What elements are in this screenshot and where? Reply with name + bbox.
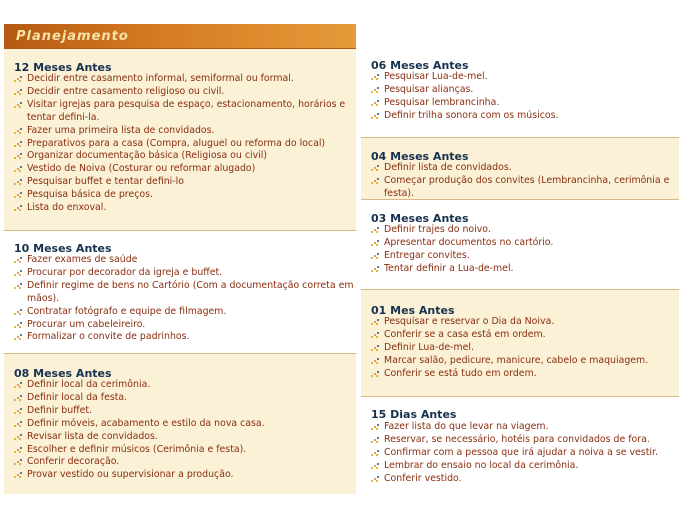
section-items bbox=[371, 162, 679, 201]
list-item-text: Conferir se está tudo em ordem. bbox=[384, 367, 537, 379]
list-item bbox=[14, 125, 356, 138]
dotted-bullet-icon bbox=[14, 153, 23, 160]
dotted-bullet-icon bbox=[14, 309, 23, 316]
dotted-bullet-icon bbox=[14, 395, 23, 402]
list-item-text: Definir Lua-de-mel. bbox=[384, 341, 474, 353]
section-title: 10 Meses Antes bbox=[14, 242, 112, 255]
dotted-bullet-icon bbox=[14, 76, 23, 83]
list-item bbox=[14, 306, 356, 319]
dotted-bullet-icon bbox=[371, 74, 380, 81]
dotted-bullet-icon bbox=[371, 227, 380, 234]
list-item-text: Pesquisar alianças. bbox=[384, 83, 474, 95]
list-item-text: Procurar por decorador da igreja e buffet. bbox=[27, 266, 223, 278]
list-item-text: Preparativos para a casa (Compra, aluguel ou reforma do local) bbox=[27, 137, 326, 149]
list-item-text: Conferir decoração. bbox=[27, 456, 120, 468]
section-title: 06 Meses Antes bbox=[371, 59, 469, 72]
list-item-text: Pesquisar lembrancinha. bbox=[384, 96, 500, 108]
dotted-bullet-icon bbox=[371, 437, 380, 444]
list-item bbox=[14, 86, 356, 99]
list-item-text: Decidir entre casamento religioso ou civil. bbox=[27, 85, 225, 97]
dotted-bullet-icon bbox=[371, 345, 380, 352]
list-item-text: Lista do enxoval. bbox=[27, 202, 107, 214]
list-item-text: Marcar salão, pedicure, manicure, cabelo e maquiagem. bbox=[384, 354, 649, 366]
dotted-bullet-icon bbox=[14, 283, 23, 290]
section-title: 12 Meses Antes bbox=[14, 61, 112, 74]
list-item bbox=[14, 456, 265, 469]
planning-header-bar bbox=[4, 24, 356, 49]
dotted-bullet-icon bbox=[14, 472, 23, 479]
list-item-text: Vestido de Noiva (Costurar ou reformar alugado) bbox=[27, 163, 256, 175]
list-item-text: Definir trilha sonora com os músicos. bbox=[384, 109, 559, 121]
list-item-text: Reservar, se necessário, hotéis para convidados de fora. bbox=[384, 433, 650, 445]
list-item bbox=[371, 434, 658, 447]
dotted-bullet-icon bbox=[14, 382, 23, 389]
list-item bbox=[14, 99, 356, 125]
list-item-text: Contratar fotógrafo e equipe de filmagem. bbox=[27, 305, 227, 317]
dotted-bullet-icon bbox=[371, 253, 380, 260]
dotted-bullet-icon bbox=[14, 89, 23, 96]
dotted-bullet-icon bbox=[14, 205, 23, 212]
dotted-bullet-icon bbox=[14, 128, 23, 135]
list-item bbox=[14, 150, 356, 163]
section-items bbox=[371, 71, 558, 123]
list-item bbox=[371, 110, 558, 123]
dotted-bullet-icon bbox=[14, 270, 23, 277]
section-items bbox=[371, 316, 648, 381]
section-title: 08 Meses Antes bbox=[14, 367, 112, 380]
list-item bbox=[14, 138, 356, 151]
dotted-bullet-icon bbox=[14, 257, 23, 264]
list-item bbox=[371, 342, 648, 355]
section-title: 03 Meses Antes bbox=[371, 212, 469, 225]
list-item bbox=[14, 379, 265, 392]
list-item-text: Definir regime de bens no Cartório (Com a documentação correta em mãos). bbox=[27, 279, 354, 304]
list-item-text: Pesquisar buffet e tentar defini-lo bbox=[27, 176, 184, 188]
section-title: 01 Mes Antes bbox=[371, 304, 455, 317]
dotted-bullet-icon bbox=[371, 165, 380, 172]
section-title: 04 Meses Antes bbox=[371, 150, 469, 163]
dotted-bullet-icon bbox=[14, 102, 23, 109]
dotted-bullet-icon bbox=[371, 463, 380, 470]
section-items bbox=[371, 421, 658, 486]
dotted-bullet-icon bbox=[14, 459, 23, 466]
dotted-bullet-icon bbox=[371, 424, 380, 431]
list-item-text: Escolher e definir músicos (Cerimônia e festa). bbox=[27, 443, 247, 455]
section-01-mes bbox=[361, 289, 679, 396]
list-item bbox=[371, 162, 679, 175]
list-item-text: Fazer uma primeira lista de convidados. bbox=[27, 124, 215, 136]
list-item bbox=[371, 421, 658, 434]
list-item bbox=[14, 392, 265, 405]
dotted-bullet-icon bbox=[14, 179, 23, 186]
list-item bbox=[14, 254, 356, 267]
section-15-dias bbox=[361, 396, 679, 500]
list-item bbox=[371, 84, 558, 97]
dotted-bullet-icon bbox=[371, 113, 380, 120]
list-item-text: Visitar igrejas para pesquisa de espaço, estacionamento, horários e tentar defini-la. bbox=[27, 98, 346, 123]
list-item-text: Pesquisar Lua-de-mel. bbox=[384, 71, 488, 82]
dotted-bullet-icon bbox=[371, 240, 380, 247]
dotted-bullet-icon bbox=[14, 334, 23, 341]
list-item bbox=[371, 237, 553, 250]
section-08-meses bbox=[4, 353, 356, 494]
dotted-bullet-icon bbox=[371, 371, 380, 378]
list-item bbox=[14, 163, 356, 176]
dotted-bullet-icon bbox=[14, 322, 23, 329]
list-item bbox=[371, 316, 648, 329]
list-item bbox=[14, 176, 356, 189]
section-04-meses bbox=[361, 137, 679, 199]
list-item-text: Definir local da festa. bbox=[27, 391, 128, 403]
list-item-text: Provar vestido ou supervisionar a produção. bbox=[27, 469, 234, 481]
section-12-meses bbox=[4, 49, 356, 230]
dotted-bullet-icon bbox=[14, 141, 23, 148]
list-item bbox=[371, 175, 679, 201]
dotted-bullet-icon bbox=[371, 266, 380, 273]
section-items bbox=[14, 379, 265, 482]
list-item bbox=[371, 447, 658, 460]
list-item bbox=[14, 331, 356, 344]
list-item-text: Definir local da cerimônia. bbox=[27, 379, 151, 390]
list-item bbox=[14, 431, 265, 444]
list-item-text: Conferir vestido. bbox=[384, 472, 462, 484]
dotted-bullet-icon bbox=[14, 166, 23, 173]
header-title: Planejamento bbox=[16, 29, 129, 44]
list-item-text: Procurar um cabeleireiro. bbox=[27, 318, 146, 330]
list-item bbox=[371, 460, 658, 473]
list-item bbox=[371, 355, 648, 368]
dotted-bullet-icon bbox=[371, 87, 380, 94]
list-item bbox=[14, 444, 265, 457]
list-item bbox=[14, 189, 356, 202]
section-items bbox=[371, 224, 553, 276]
list-item-text: Tentar definir a Lua-de-mel. bbox=[384, 262, 514, 274]
dotted-bullet-icon bbox=[371, 358, 380, 365]
list-item-text: Definir lista de convidados. bbox=[384, 162, 512, 173]
list-item bbox=[371, 263, 553, 276]
list-item bbox=[371, 368, 648, 381]
list-item-text: Definir móveis, acabamento e estilo da nova casa. bbox=[27, 417, 265, 429]
list-item-text: Decidir entre casamento informal, semiformal ou formal. bbox=[27, 73, 294, 84]
dotted-bullet-icon bbox=[14, 421, 23, 428]
list-item bbox=[371, 329, 648, 342]
list-item-text: Começar produção dos convites (Lembrancinha, cerimônia e festa). bbox=[384, 174, 670, 199]
list-item-text: Definir trajes do noivo. bbox=[384, 224, 491, 235]
list-item bbox=[14, 202, 356, 215]
dotted-bullet-icon bbox=[14, 408, 23, 415]
list-item-text: Fazer lista do que levar na viagem. bbox=[384, 421, 549, 432]
list-item-text: Fazer exames de saúde bbox=[27, 254, 138, 265]
dotted-bullet-icon bbox=[371, 450, 380, 457]
dotted-bullet-icon bbox=[371, 319, 380, 326]
list-item-text: Conferir se a casa está em ordem. bbox=[384, 328, 546, 340]
list-item-text: Organizar documentação básica (Religiosa ou civil) bbox=[27, 150, 267, 162]
list-item-text: Revisar lista de convidados. bbox=[27, 430, 158, 442]
dotted-bullet-icon bbox=[371, 100, 380, 107]
section-items bbox=[14, 73, 356, 215]
section-items bbox=[14, 254, 356, 344]
list-item-text: Pesquisar e reservar o Dia da Noiva. bbox=[384, 316, 555, 327]
list-item bbox=[14, 469, 265, 482]
section-03-meses bbox=[361, 199, 679, 289]
list-item-text: Lembrar do ensaio no local da cerimônia. bbox=[384, 459, 579, 471]
list-item bbox=[371, 473, 658, 486]
list-item bbox=[14, 280, 356, 306]
section-06-meses bbox=[361, 48, 679, 137]
dotted-bullet-icon bbox=[14, 447, 23, 454]
section-10-meses bbox=[4, 230, 356, 353]
dotted-bullet-icon bbox=[14, 192, 23, 199]
list-item-text: Definir buffet. bbox=[27, 404, 93, 416]
dotted-bullet-icon bbox=[371, 476, 380, 483]
list-item-text: Entregar convites. bbox=[384, 249, 470, 261]
list-item bbox=[14, 405, 265, 418]
list-item-text: Pesquisa básica de preços. bbox=[27, 189, 153, 201]
list-item bbox=[371, 224, 553, 237]
list-item-text: Formalizar o convite de padrinhos. bbox=[27, 331, 190, 343]
section-title: 15 Dias Antes bbox=[371, 408, 457, 421]
list-item bbox=[14, 418, 265, 431]
list-item bbox=[371, 250, 553, 263]
list-item bbox=[14, 319, 356, 332]
list-item bbox=[371, 97, 558, 110]
list-item-text: Apresentar documentos no cartório. bbox=[384, 236, 554, 248]
list-item-text: Confirmar com a pessoa que irá ajudar a noiva a se vestir. bbox=[384, 446, 658, 458]
dotted-bullet-icon bbox=[14, 434, 23, 441]
list-item bbox=[14, 73, 356, 86]
list-item bbox=[14, 267, 356, 280]
dotted-bullet-icon bbox=[371, 178, 380, 185]
list-item bbox=[371, 71, 558, 84]
dotted-bullet-icon bbox=[371, 332, 380, 339]
